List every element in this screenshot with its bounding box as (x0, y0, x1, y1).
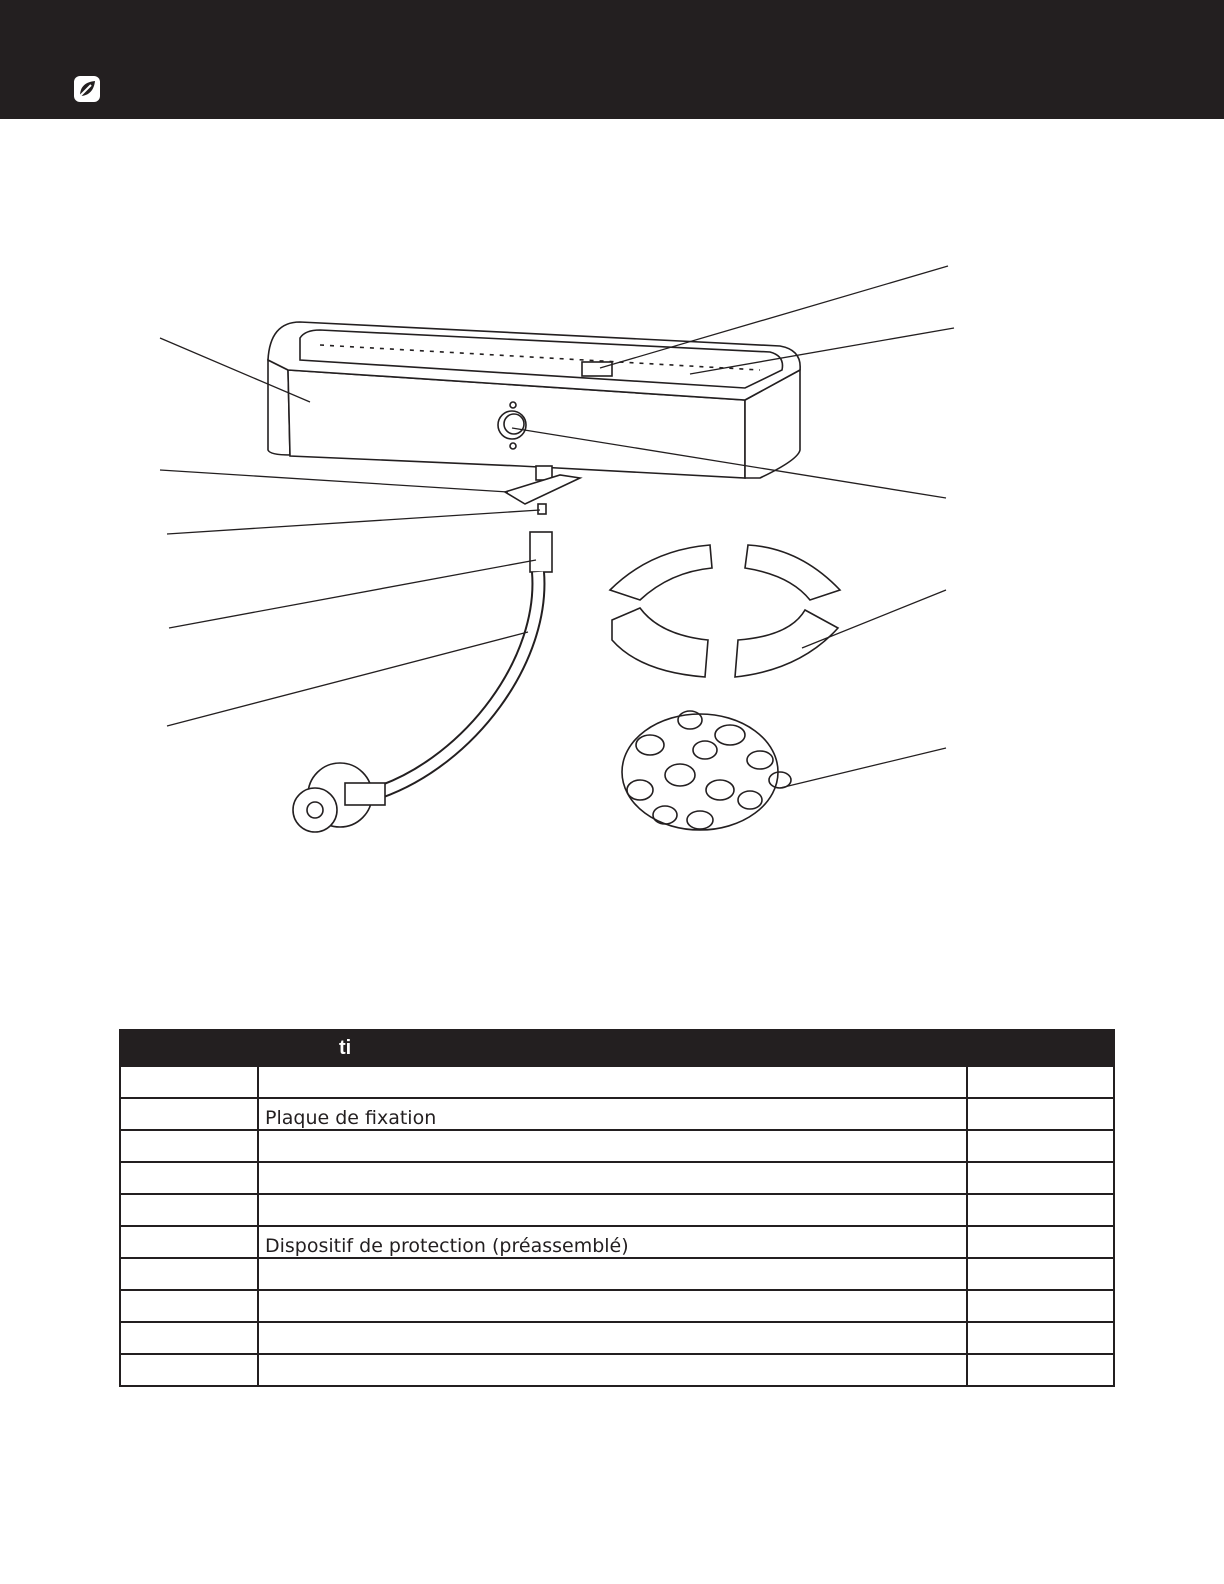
part-qty (967, 1162, 1114, 1194)
part-qty (967, 1098, 1114, 1130)
table-header-label: ti (339, 1036, 352, 1059)
part-qty (967, 1258, 1114, 1290)
part-number (120, 1226, 258, 1258)
part-name (258, 1162, 967, 1194)
parts-table (119, 1029, 1115, 1387)
part-name (258, 1322, 967, 1354)
part-name (258, 1290, 967, 1322)
table-row (120, 1258, 1114, 1290)
leaf-icon (74, 76, 100, 102)
part-number (120, 1354, 258, 1386)
table-row (120, 1322, 1114, 1354)
table-header-row (120, 1030, 1114, 1066)
table-row (120, 1162, 1114, 1194)
exploded-parts-diagram (0, 240, 1224, 880)
part-qty (967, 1322, 1114, 1354)
part-qty (967, 1290, 1114, 1322)
part-name (258, 1130, 967, 1162)
part-name (258, 1194, 967, 1226)
part-number (120, 1162, 258, 1194)
table-row (120, 1066, 1114, 1098)
table-header (120, 1030, 1114, 1066)
table-row (120, 1194, 1114, 1226)
mounting-plate (505, 475, 580, 514)
part-number (120, 1194, 258, 1226)
part-name (258, 1066, 967, 1098)
part-number (120, 1322, 258, 1354)
part-number (120, 1258, 258, 1290)
table-row (120, 1226, 1114, 1258)
part-number (120, 1130, 258, 1162)
regulator (293, 763, 385, 832)
guard-pieces (610, 545, 840, 677)
part-qty (967, 1130, 1114, 1162)
burner-tray (268, 322, 800, 480)
gas-hose (380, 532, 552, 792)
part-qty (967, 1194, 1114, 1226)
table-row (120, 1130, 1114, 1162)
part-number (120, 1098, 258, 1130)
part-name: Plaque de fixation (258, 1098, 967, 1130)
lava-rocks (622, 711, 791, 830)
table-row (120, 1354, 1114, 1386)
part-number (120, 1066, 258, 1098)
part-qty (967, 1226, 1114, 1258)
part-name (258, 1354, 967, 1386)
part-name (258, 1258, 967, 1290)
table-row (120, 1098, 1114, 1130)
page-header (0, 0, 1224, 119)
part-name: Dispositif de protection (préassemblé) (258, 1226, 967, 1258)
table-row (120, 1290, 1114, 1322)
part-qty (967, 1354, 1114, 1386)
part-qty (967, 1066, 1114, 1098)
part-number (120, 1290, 258, 1322)
